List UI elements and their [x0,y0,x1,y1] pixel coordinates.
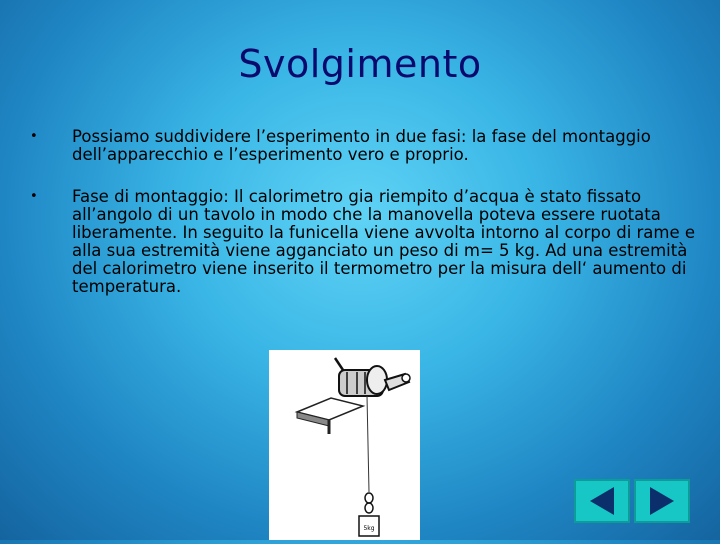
hook [365,493,373,503]
slide-title: Svolgimento [238,42,482,86]
bullet-text: Fase di montaggio: Il calorimetro gia riempito d’acqua è stato fissato all’angolo di un tavolo in modo che la manovella poteva essere ruotata liberamente. In seguito la funicella viene avvolta intorno al corpo di rame e alla sua estremità viene agganciato un peso di m= 5 kg. Ad una estremità del calorimetro viene inserito il termometro per la misura dell‘ aumento di temperatura. [72,187,696,296]
triangle-right-icon [646,485,678,517]
calorimeter-drawing [269,350,420,540]
weight-label: 5kg [363,525,375,532]
bullet-item [26,128,696,164]
bullet-list [26,128,696,320]
rope [367,396,369,492]
slide-navigation [574,479,690,523]
bullet-text: Possiamo suddividere l’esperimento in due fasi: la fase del montaggio dell’apparecchio e l’esperimento vero e proprio. [72,127,651,164]
calorimeter-illustration [269,350,420,540]
triangle-left-icon [586,485,618,517]
bullet-marker: • [30,189,38,204]
thermometer [335,358,343,370]
previous-slide-button[interactable] [574,479,630,523]
bullet-marker: • [30,129,38,144]
bullet-item [26,188,696,296]
next-slide-button[interactable] [634,479,690,523]
